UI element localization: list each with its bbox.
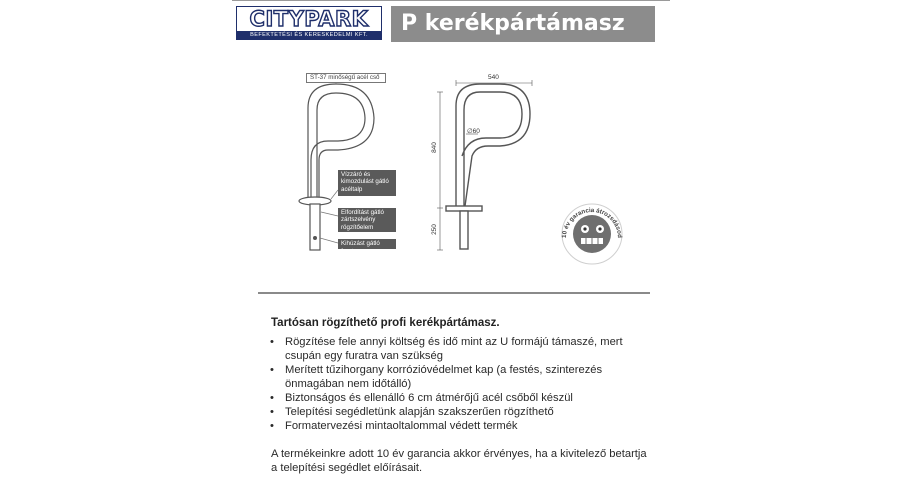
bullet-icon: • [270, 392, 274, 404]
section-heading: Tartósan rögzíthető profi kerékpártámasz. [271, 317, 500, 329]
list-item-text: Formatervezési mintaoltalommal védett termék [285, 420, 518, 432]
bullet-icon: • [270, 364, 274, 376]
warranty-note: A termékeinkre adott 10 év garancia akkor érvényes, ha a kivitelező betartja a telepítési segédlet előírásait. [271, 448, 647, 474]
list-item-text: Rögzítése fele annyi költség és idő mint az U formájú támaszé, mert csupán egy furatra van szükség [285, 336, 623, 362]
callout-antipull: Kihúzást gátló furat [338, 239, 396, 249]
callout-waterproof: Vízzáró és kimozdulást gátló acéltalp [338, 170, 396, 196]
section-divider [258, 292, 650, 294]
warranty-badge-label: 10 év garancia átrozsdásod [560, 206, 624, 239]
list-item [270, 405, 630, 419]
bullet-icon: • [270, 420, 274, 432]
feature-list [270, 335, 630, 433]
list-item-text: Biztonságos és ellenálló 6 cm átmérőjű acél csőből készül [285, 392, 573, 404]
list-item [270, 335, 630, 363]
dimension-width: 540 [488, 74, 499, 81]
logo-subtitle: BEFEKTETÉSI ÉS KERESKEDELMI KFT. [237, 31, 381, 40]
list-item [270, 363, 630, 391]
svg-text:10 év garancia átrozsdásodás e [0, 0, 623, 238]
callout-antirotation: Elfordítást gátló zártszelvény rögzítőelem [338, 208, 396, 232]
callout-material: ST-37 minőségű acél cső [306, 73, 386, 83]
dimension-depth: 250 [430, 224, 438, 235]
logo-wordmark: CITYPARK [249, 7, 369, 31]
dimension-pipe: ∅60 [467, 128, 480, 135]
list-item [270, 391, 630, 405]
page-title: P kerékpártámasz [401, 11, 625, 36]
bullet-icon: • [270, 336, 274, 348]
list-item-text: Telepítési segédletünk alapján szakszerűen rögzíthető [285, 406, 554, 418]
list-item [270, 419, 630, 433]
dimension-height: 840 [430, 142, 438, 153]
bullet-icon: • [270, 406, 274, 418]
list-item-text: Merített tűzihorgany korrózióvédelmet kap (a festés, szinterezés önmagában nem időtálló) [285, 364, 603, 390]
